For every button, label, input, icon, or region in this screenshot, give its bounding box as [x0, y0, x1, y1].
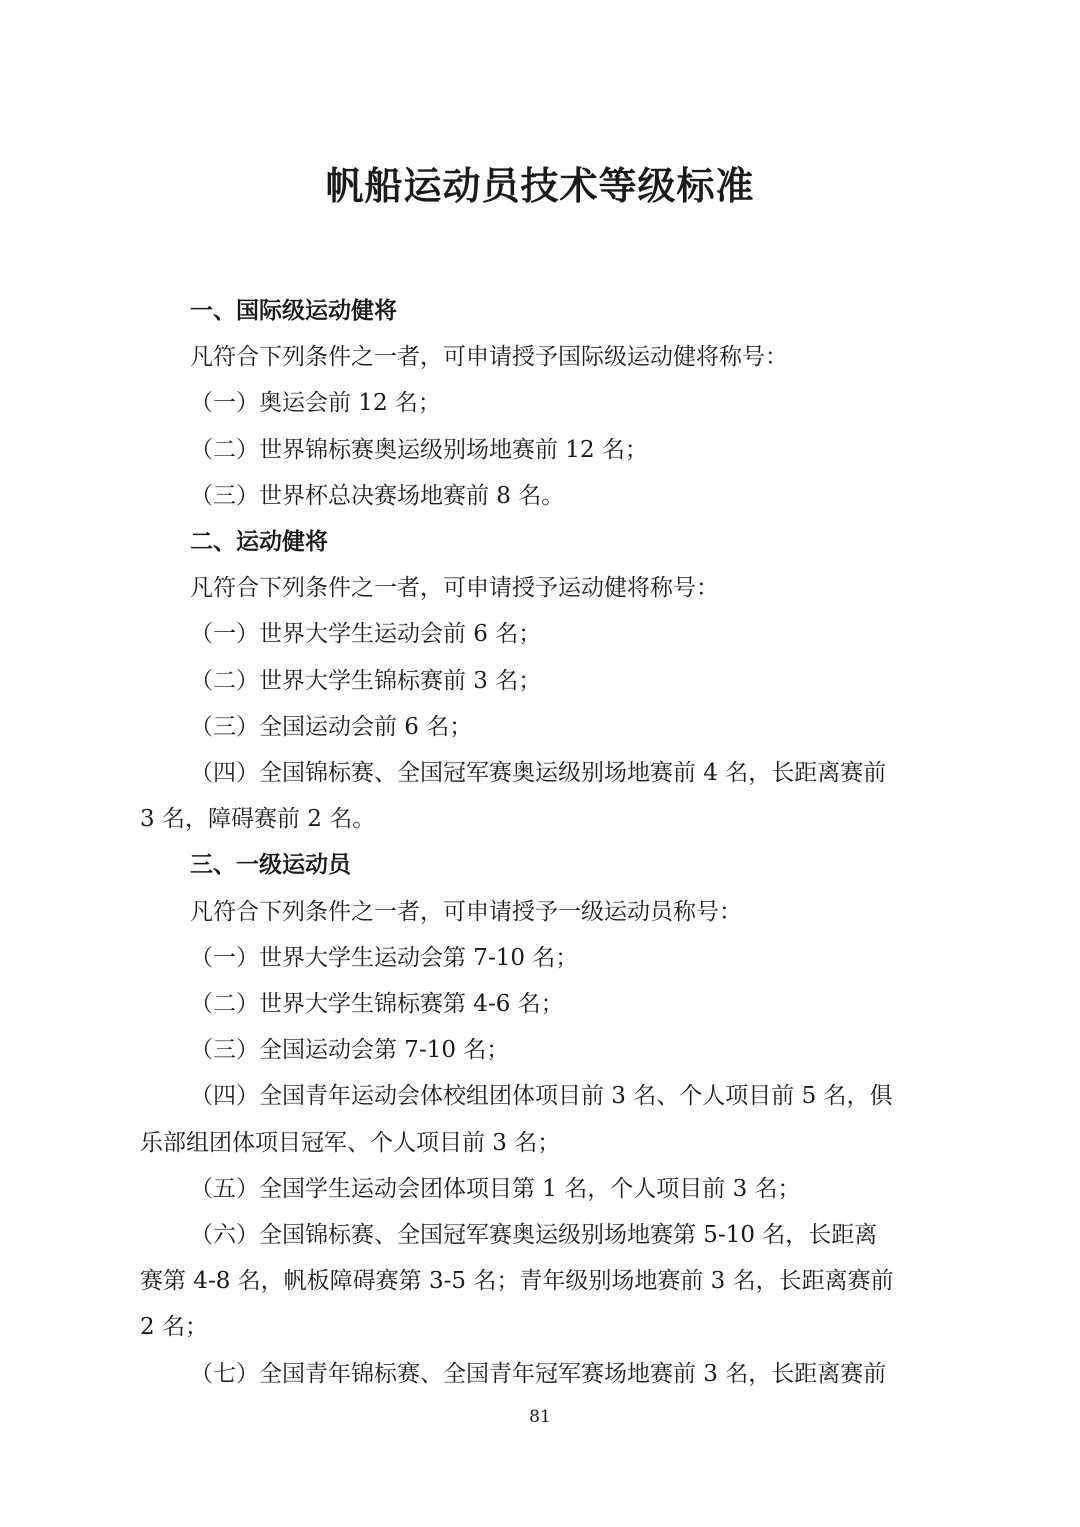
paragraph-line: （一）奥运会前 12 名；: [190, 390, 441, 417]
paragraph-line: （二）世界大学生锦标赛第 4-6 名；: [190, 991, 564, 1018]
paragraph-continuation: 乐部组团体项目冠军、个人项目前 3 名；: [140, 1129, 561, 1156]
paragraph-line: （五）全国学生运动会团体项目第 1 名，个人项目前 3 名；: [190, 1175, 801, 1202]
paragraph-line: （三）全国运动会第 7-10 名；: [190, 1037, 510, 1064]
paragraph-line: （四）全国青年运动会体校组团体项目前 3 名、个人项目前 5 名，俱: [190, 1083, 893, 1110]
paragraph-continuation: 赛第 4-8 名，帆板障碍赛第 3-5 名；青年级别场地赛前 3 名，长距离赛前: [140, 1268, 894, 1295]
document-body: [140, 288, 940, 1397]
paragraph-line: 凡符合下列条件之一者，可申请授予国际级运动健将称号：: [190, 344, 788, 371]
page-number: 81: [529, 1407, 551, 1427]
paragraph-line: （一）世界大学生运动会前 6 名；: [190, 621, 542, 648]
paragraph-continuation: 2 名；: [140, 1314, 208, 1341]
paragraph-line: （七）全国青年锦标赛、全国青年冠军赛场地赛前 3 名，长距离赛前: [190, 1360, 887, 1387]
paragraph-line: （二）世界锦标赛奥运级别场地赛前 12 名；: [190, 436, 648, 463]
section-heading: 三、一级运动员: [190, 852, 351, 879]
document-title: 帆船运动员技术等级标准: [325, 164, 755, 208]
paragraph-line: （四）全国锦标赛、全国冠军赛奥运级别场地赛前 4 名，长距离赛前: [190, 760, 887, 787]
section-heading: 二、运动健将: [190, 529, 328, 556]
paragraph-line: （六）全国锦标赛、全国冠军赛奥运级别场地赛第 5-10 名，长距离: [190, 1222, 878, 1249]
paragraph-line: （二）世界大学生锦标赛前 3 名；: [190, 667, 542, 694]
paragraph-line: （三）世界杯总决赛场地赛前 8 名。: [190, 482, 565, 509]
paragraph-line: （三）全国运动会前 6 名；: [190, 713, 473, 740]
paragraph-continuation: 3 名，障碍赛前 2 名。: [140, 806, 376, 833]
section-heading: 一、国际级运动健将: [190, 298, 397, 324]
paragraph-line: （一）世界大学生运动会第 7-10 名；: [190, 944, 579, 971]
paragraph-line: 凡符合下列条件之一者，可申请授予运动健将称号：: [190, 575, 719, 602]
paragraph-line: 凡符合下列条件之一者，可申请授予一级运动员称号：: [190, 898, 742, 925]
